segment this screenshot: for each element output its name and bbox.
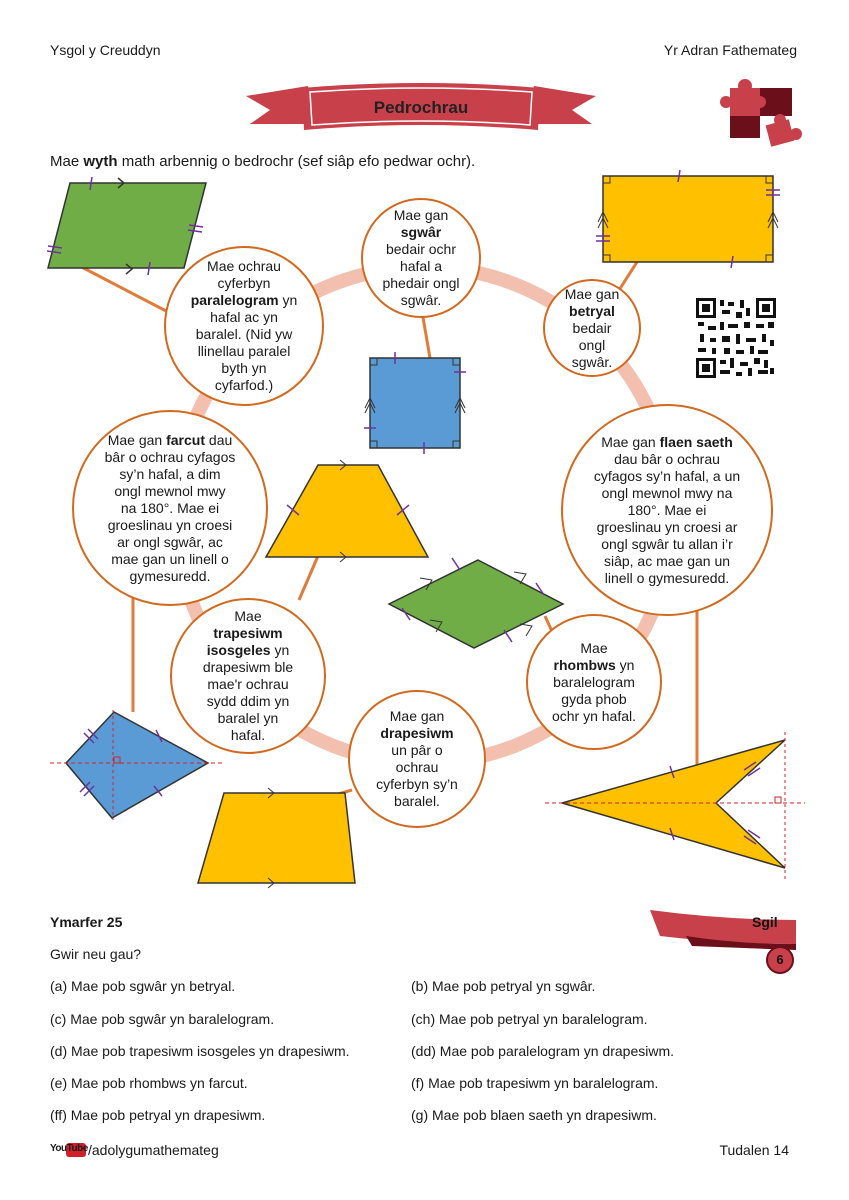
isosceles-trapezium-shape [266,460,428,562]
question-ff: (ff) Mae pob petryal yn drapesiwm. [50,1107,266,1123]
banner-title: Pedrochrau [373,98,469,117]
rectangle-shape [596,170,780,268]
question-b: (b) Mae pob petryal yn sgwâr. [411,978,596,994]
skill-number: 6 [776,952,784,967]
parallelogram-bubble: Mae ochrau cyferbyn paralelogram yn hafal ac yn baralel. (Nid yw llinellau paralel byth yn cyfarfod.) [164,246,324,406]
arrowhead-shape [545,732,805,880]
rectangle-bubble: Mae gan betryal bedair ongl sgwâr. [543,279,641,377]
page-number: Tudalen 14 [719,1142,789,1158]
question-e: (e) Mae pob rhombws yn farcut. [50,1075,248,1091]
channel-link[interactable]: /adolygumathemateg [88,1142,219,1158]
exercise-prompt: Gwir neu gau? [50,946,142,962]
youtube-logo-text: YouTube [50,1143,88,1154]
question-f: (f) Mae pob trapesiwm yn baralelogram. [411,1075,659,1091]
square-bubble: Mae gan sgwâr bedair ochr hafal a phedair ongl sgwâr. [361,198,481,318]
rhombus-shape [389,558,563,648]
question-dd: (dd) Mae pob paralelogram yn drapesiwm. [411,1043,675,1059]
question-c: (c) Mae pob sgwâr yn baralelogram. [50,1011,275,1027]
intro-text: Mae wyth math arbennig o bedrochr (sef siâp efo pedwar ochr). [50,153,476,170]
school-name: Ysgol y Creuddyn [50,42,161,58]
rhombus-bubble: Mae rhombws yn baralelogram gyda phob ochr yn hafal. [526,614,662,750]
question-ch: (ch) Mae pob petryal yn baralelogram. [411,1011,648,1027]
skill-badge [646,906,802,978]
qr-code [696,298,776,378]
question-g: (g) Mae pob blaen saeth yn drapesiwm. [411,1107,657,1123]
exercise-title: Ymarfer 25 [50,914,123,930]
isosceles-trapezium-bubble: Mae trapesiwm isosgeles yn drapesiwm ble mae'r ochrau sydd ddim yn baralel yn hafal. [170,598,326,754]
department-name: Yr Adran Fathemateg [663,42,797,58]
question-a: (a) Mae pob sgwâr yn betryal. [50,978,236,994]
trapezium-bubble: Mae gan drapesiwm un pâr o ochrau cyferbyn sy’n baralel. [348,690,486,828]
question-d: (d) Mae pob trapesiwm isosgeles yn drapesiwm. [50,1043,350,1059]
square-shape [364,352,466,454]
trapezium-shape [198,788,355,888]
kite-bubble: Mae gan farcut dau bâr o ochrau cyfagos sy’n hafal, a dim ongl mewnol mwy na 180°. Mae ei groeslinau yn croesi ar ongl sgwâr, ac mae gan un linell o gymesuredd. [72,410,268,606]
parallelogram-shape [47,177,206,275]
skill-label: Sgil [752,914,778,930]
arrowhead-bubble: Mae gan flaen saeth dau bâr o ochrau cyfagos sy’n hafal, a un ongl mewnol mwy na 180°. Mae ei groeslinau yn croesi ar ongl sgwâr tu allan i’r siâp, ac mae gan un linell o gymesuredd. [561,404,773,616]
